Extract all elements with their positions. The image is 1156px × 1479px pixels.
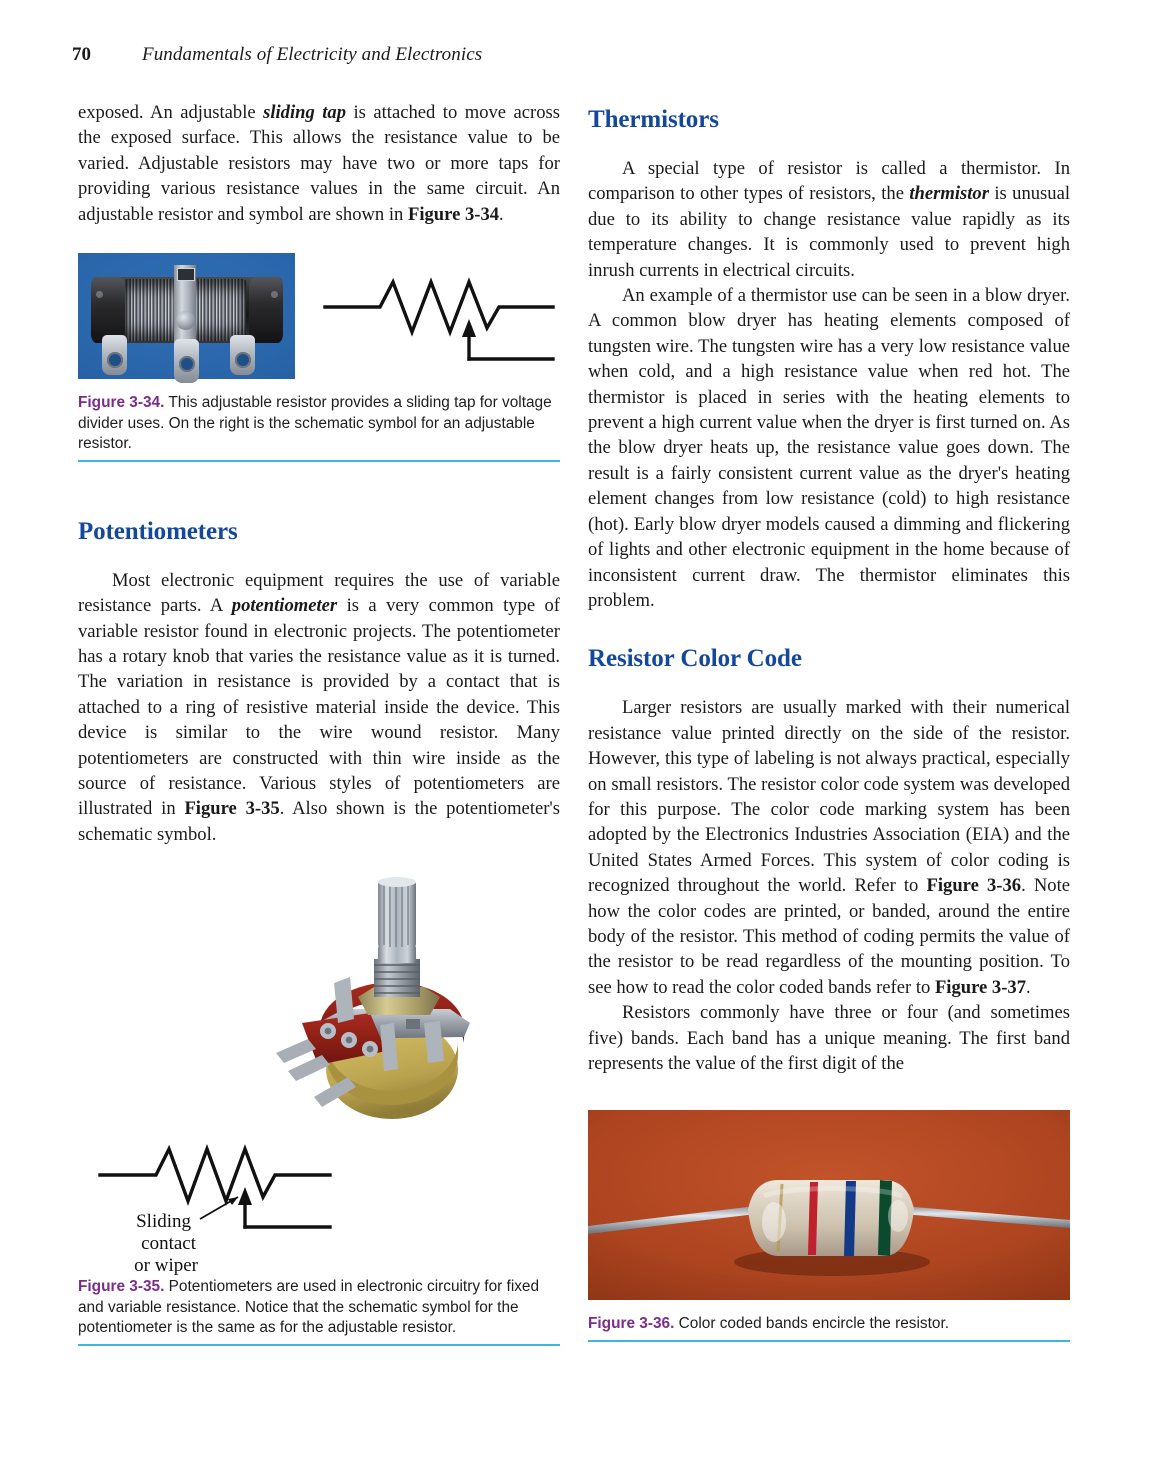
potentiometer-symbol	[78, 1135, 560, 1277]
adjustable-resistor-symbol	[323, 271, 555, 363]
heading-potentiometers: Potentiometers	[78, 517, 238, 545]
text-run: . Also shown is the potentiometer's schematic symbol.	[78, 798, 561, 845]
text-run: Larger resistors are usually marked with their numerical resistance value printed directly on the side of the resistor. However, this type of labeling is not always practical, especially on small resistors. The resistor color code system was developed for this purpose. The color code marking system has been adopted by the Electronics Industries Association (EIA) and the United States Armed Forces. This system of color coding is recognized throughout the world. Refer to	[588, 697, 1070, 897]
text-run: is a very common type of variable resistor found in electronic projects. The potentiometer has a rotary knob that varies the resistance value as it is turned. The variation in resistance is provided by a contact that is attached to a ring of resistive material inside the device. This device is similar to the wire wound resistor. Many potentiometers are constructed with thin wire inside as the source of resistance. Various styles of potentiometers are illustrated in	[78, 595, 561, 820]
figure-3-35-rule	[78, 1344, 560, 1346]
adjustable-resistor-photo	[78, 253, 295, 379]
tap-screw	[176, 311, 195, 330]
paragraph-thermistor-1	[588, 156, 1070, 283]
text-run: is unusual due to its ability to change resistance value rapidly as its temperature changes. It is commonly used to prevent high inrush currents in electrical circuits.	[588, 183, 1071, 281]
right-column	[588, 100, 1070, 1342]
page-number: 70	[72, 44, 91, 65]
figure-3-36	[588, 1110, 1070, 1342]
color-band-blue	[844, 1181, 856, 1256]
text-run: .	[499, 203, 504, 225]
sliding-tap-bracket	[174, 265, 196, 343]
text-run: Most electronic equipment requires the use of variable resistance parts. A	[78, 569, 560, 617]
terminal-lug-right	[230, 335, 255, 375]
figure-3-35-label: Figure 3-35.	[78, 1278, 165, 1296]
figure-3-35-caption	[78, 1277, 560, 1339]
potentiometer-symbol-area	[78, 1135, 560, 1277]
figure-3-34-caption-text: This adjustable resistor provides a sliding tap for voltage divider uses. On the right is the schematic symbol for an adjustable resistor.	[78, 394, 552, 453]
banded-resistor-photo	[588, 1110, 1070, 1300]
figure-3-34	[78, 253, 560, 462]
figure-3-34-artwork	[78, 253, 560, 379]
text-run: .	[1026, 976, 1031, 998]
resistor-end-cap-left	[91, 277, 125, 343]
pot-lug-2	[288, 1055, 330, 1081]
paragraph-thermistor-2: An example of a thermistor use can be seen in a blow dryer. A common blow dryer has heating elements composed of tungsten wire. The tungsten wire has a very low resistance value when cold, and a high resistance value when red hot. The thermistor is placed in series with the heating elements to prevent a high current value when the dryer is first turned on. As the blow dryer heats up, the resistance value goes down. The result is a fairly consistent current value as the dryer's heating element changes from low resistance (cold) to high resistance (hot). Early blow dryer models caused a dimming and flickering of lights and other electronic equipment in the home because of inconsistent current draw. The thermistor eliminates this problem.	[588, 285, 1070, 611]
figure-3-36-caption	[588, 1314, 1070, 1335]
book-title: Fundamentals of Electricity and Electronics	[142, 44, 483, 65]
paragraph-color-code-2: Resistors commonly have three or four (and sometimes five) bands. Each band has a unique meaning. The first band represents the value of the first digit of the	[588, 1002, 1070, 1074]
callout-line-3: or wiper	[134, 1255, 198, 1277]
figure-3-36-rule	[588, 1340, 1070, 1342]
banded-resistor-illustration	[588, 1110, 1070, 1300]
text-run: A special type of resistor is called a thermistor. In comparison to other types of resistors, the	[588, 158, 1070, 205]
wiper-arrowhead	[238, 1187, 252, 1205]
figure-reference-3-37: Figure 3-37	[934, 976, 1027, 998]
heading-resistor-color-code: Resistor Color Code	[588, 645, 802, 673]
text-run: exposed. An adjustable	[78, 102, 264, 123]
potentiometer-illustration	[274, 873, 494, 1131]
resistor-end-cap-right	[249, 277, 283, 343]
text-run: . Note how the color codes are printed, or banded, around the entire body of the resistor. This method of coding permits the value of the resistor to be read regardless of the mounting position. To see how to read the color coded bands refer to	[588, 875, 1070, 998]
wiper-arrowhead	[462, 319, 476, 337]
terminal-lug-center	[174, 339, 199, 383]
paragraph-exposed	[78, 100, 560, 227]
figure-3-35-caption-text: Potentiometers are used in electronic circuitry for fixed and variable resistance. Notice that the schematic symbol for the potentiometer is the same as for the adjustable resistor.	[78, 1278, 540, 1337]
left-column	[78, 100, 560, 1346]
term-sliding-tap: sliding tap	[263, 102, 347, 123]
heading-thermistors: Thermistors	[588, 106, 719, 133]
text-run: is attached to move across the exposed surface. This allows the resistance value to be varied. Adjustable resistors may have two or more taps for providing various resistance values in the same circuit. An adjustable resistor and symbol are shown in	[78, 102, 561, 225]
figure-reference-3-34: Figure 3-34	[407, 203, 500, 225]
term-potentiometer: potentiometer	[231, 595, 338, 617]
paragraph-color-code-1	[588, 695, 1070, 1000]
figure-3-36-label: Figure 3-36.	[588, 1315, 675, 1333]
potentiometer-photo	[78, 859, 560, 1135]
figure-3-34-label: Figure 3-34.	[78, 394, 165, 412]
pot-lug-1	[276, 1039, 316, 1063]
callout-line-1: Sliding	[136, 1211, 191, 1233]
figure-3-34-caption	[78, 393, 560, 455]
figure-3-35	[78, 859, 560, 1346]
figure-reference-3-35: Figure 3-35	[184, 798, 280, 820]
running-head	[72, 44, 1082, 72]
callout-line-2: contact	[141, 1233, 196, 1255]
terminal-lug-left	[102, 335, 127, 375]
figure-reference-3-36: Figure 3-36	[926, 875, 1022, 897]
figure-3-36-caption-text: Color coded bands encircle the resistor.	[674, 1315, 950, 1333]
figure-3-34-rule	[78, 460, 560, 462]
term-thermistor: thermistor	[909, 183, 989, 205]
paragraph-potentiometers	[78, 568, 560, 847]
